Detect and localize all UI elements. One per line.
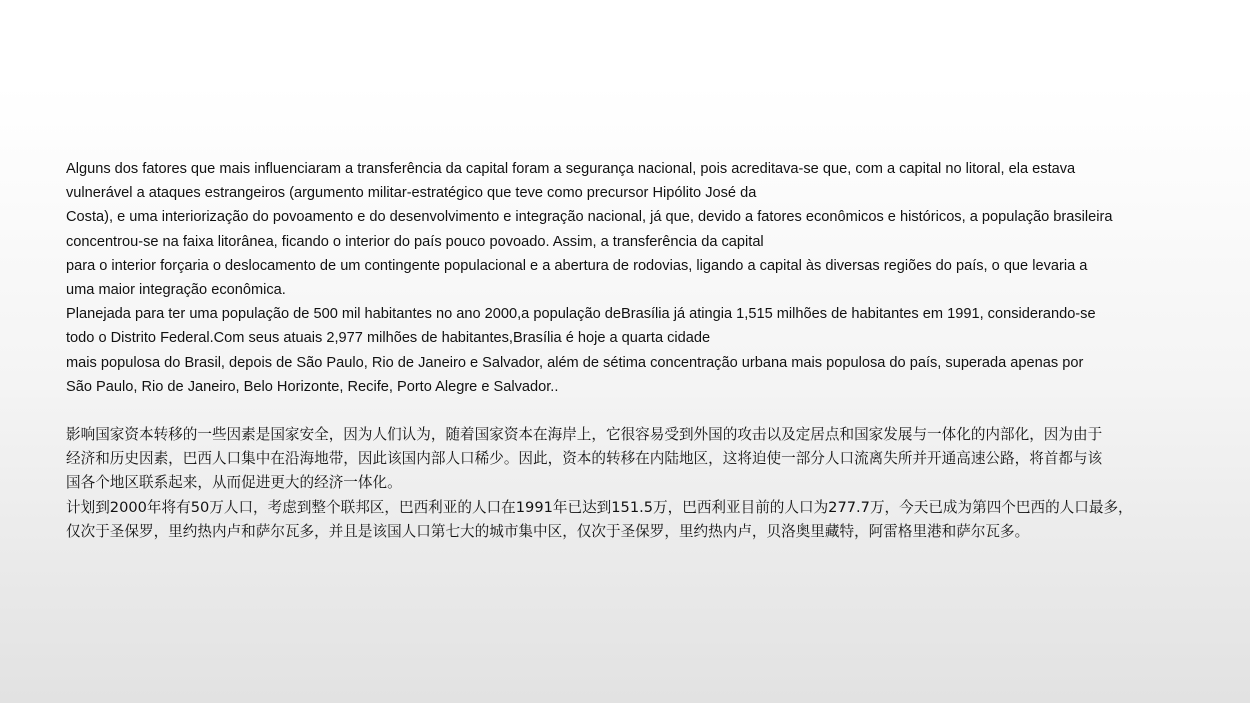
text-body [66,157,1191,544]
text-line: 经济和历史因素，巴西人口集中在沿海地带，因此该国内部人口稀少。因此，资本的转移在内陆地区，这将迫使一部分人口流离失所并开通高速公路，将首都与该 [66,450,1103,468]
chinese-paragraph [66,423,1191,544]
text-line: mais populosa do Brasil, depois de São Paulo, Rio de Janeiro e Salvador, além de sétima concentração urbana mais populosa do país, superada apenas por [66,354,1084,371]
portuguese-paragraph [66,157,1191,399]
text-line: concentrou-se na faixa litorânea, ficando o interior do país pouco povoado. Assim, a transferência da capital [66,233,764,250]
text-line: todo o Distrito Federal.Com seus atuais 2,977 milhões de habitantes,Brasília é hoje a quarta cidade [66,330,711,347]
text-line: 仅次于圣保罗，里约热内卢和萨尔瓦多，并且是该国人口第七大的城市集中区，仅次于圣保罗，里约热内卢，贝洛奥里藏特，阿雷格里港和萨尔瓦多。 [66,522,1030,540]
text-line: vulnerável a ataques estrangeiros (argumento militar-estratégico que teve como precursor Hipólito José da [66,185,757,202]
text-line: Planejada para ter uma população de 500 mil habitantes no ano 2000,a população deBrasília já atingia 1,515 milhões de habitantes em 1991, considerando-se [66,306,1096,323]
paragraph-spacer [66,399,1191,423]
text-line: para o interior forçaria o deslocamento de um contingente populacional e a abertura de rodovias, ligando a capital às diversas regiões do país, o que levaria a [66,257,1088,274]
text-line: Alguns dos fatores que mais influenciaram a transferência da capital foram a segurança nacional, pois acreditava-se que, com a capital no litoral, ela estava [66,161,1076,177]
text-line: 影响国家资本转移的一些因素是国家安全，因为人们认为，随着国家资本在海岸上，它很容易受到外国的攻击以及定居点和国家发展与一体化的内部化，因为由于 [66,426,1103,444]
text-line: uma maior integração econômica. [66,282,286,299]
text-line: 国各个地区联系起来，从而促进更大的经济一体化。 [66,474,402,492]
text-line: São Paulo, Rio de Janeiro, Belo Horizonte, Recife, Porto Alegre e Salvador.. [66,378,559,395]
text-line: 计划到2000年将有50万人口，考虑到整个联邦区，巴西利亚的人口在1991年已达到151.5万，巴西利亚目前的人口为277.7万，今天已成为第四个巴西的人口最多， [66,498,1133,516]
text-line: Costa), e uma interiorização do povoamento e do desenvolvimento e integração nacional, já que, devido a fatores econômicos e históricos, a população brasileira [66,209,1113,226]
